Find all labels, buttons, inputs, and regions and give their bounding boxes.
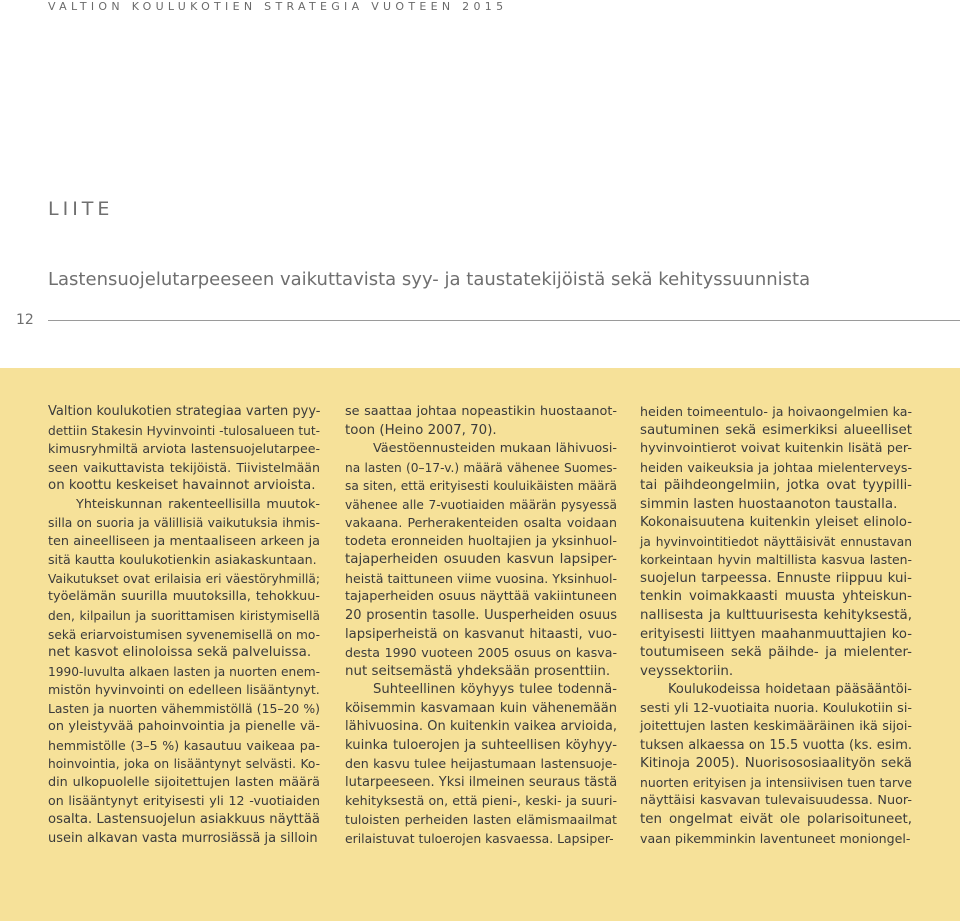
- text-line: työelämän suurilla muutoksilla, tehokkuu-: [48, 589, 320, 605]
- text-line: tuksen alkaessa on 15.5 vuotta (ks. esim.: [640, 737, 912, 753]
- text-line: Suhteellinen köyhyys tulee todennä-: [373, 682, 617, 698]
- text-line: toon (Heino 2007, 70).: [345, 422, 497, 438]
- text-line: Kokonaisuutena kuitenkin yleiset elinolo-: [640, 515, 912, 531]
- text-line: veyssektoriin.: [640, 663, 734, 679]
- text-line: nut seitsemästä yhdeksään prosenttiin.: [345, 663, 611, 679]
- text-line: erilaistuvat tuloerojen kasvaessa. Lapsiper-: [345, 830, 614, 846]
- text-line: na lasten (0–17-v.) määrä vähenee Suomes-: [345, 460, 617, 475]
- text-line: simmin lasten huostaanoton taustalla.: [640, 496, 898, 512]
- text-line: kuinka tuloerojen ja suhteellisen köyhyy-: [345, 737, 617, 753]
- text-line: ten ongelmat eivät ole polarisoituneet,: [640, 812, 912, 828]
- text-line: Valtion koulukotien strategiaa varten pyy-: [48, 404, 321, 419]
- text-line: mistön hyvinvointi on edelleen lisääntynyt.: [48, 682, 320, 698]
- text-line: vakaana. Perherakenteiden osalta voidaan: [345, 515, 617, 531]
- text-line: näyttäisi kasvavan tulevaisuudessa. Nuor-: [640, 793, 912, 809]
- running-head: VALTION KOULUKOTIEN STRATEGIA VUOTEEN 2015: [48, 0, 508, 13]
- text-line: lutarpeeseen. Yksi ilmeinen seuraus tästä: [345, 774, 618, 790]
- text-line: usein alkavan vasta murrosiässä ja silloin: [48, 830, 318, 846]
- text-line: on yleistyvää pahoinvointia ja pienelle vä-: [48, 719, 320, 735]
- text-line: on koottu keskeiset havainnot arvioista.: [48, 478, 316, 494]
- text-line: Koulukodeissa hoidetaan pääsääntöi-: [668, 682, 912, 698]
- text-line: ja hyvinvointitiedot näyttäisivät ennustavan: [640, 534, 912, 549]
- text-line: lapsiperheistä on kasvanut hitaasti, vuo-: [345, 626, 617, 642]
- text-line: 20 prosentin tasolle. Uusperheiden osuus: [345, 608, 617, 624]
- text-line: se saattaa johtaa nopeastikin huostaanot-: [345, 404, 617, 419]
- text-line: todeta eronneiden huoltajien ja yksinhuol-: [345, 533, 617, 549]
- text-line: Yhteiskunnan rakenteellisilla muutok-: [76, 496, 320, 512]
- text-line: suojelun tarpeessa. Ennuste riippuu kui-: [640, 570, 912, 586]
- page-title: Lastensuojelutarpeeseen vaikuttavista syy- ja taustatekijöistä sekä kehityssuunnista: [48, 269, 811, 290]
- text-line: erityisesti liittyen maahanmuuttajien ko-: [640, 626, 912, 642]
- text-column-2: [345, 403, 617, 848]
- header-rule: [48, 320, 960, 321]
- text-line: nuorten erityisen ja intensiivisen tuen tarve: [640, 774, 912, 790]
- text-line: seen vaikuttavista tekijöistä. Tiivistelmään: [48, 459, 320, 475]
- text-line: 1990-luvulta alkaen lasten ja nuorten enem-: [48, 664, 320, 679]
- text-line: tai päihdeongelmiin, jotka ovat tyypilli-: [640, 478, 912, 494]
- text-line: hemmistölle (3–5 %) kasautuu vaikeaa pa-: [48, 737, 320, 753]
- text-line: sitä kautta koulukotienkin asiakaskuntaan.: [48, 552, 317, 568]
- text-line: heistä taittuneen viime vuosina. Yksinhuol-: [345, 570, 618, 586]
- text-line: osalta. Lastensuojelun asiakkuus näyttää: [48, 812, 320, 828]
- text-line: korkeintaan hyvin maltillista kasvua lasten-: [640, 552, 912, 568]
- text-line: heiden vaikeuksia ja johtaa mielenterveys-: [640, 459, 912, 475]
- text-line: sa siten, että erityisesti kouluikäisten määrä: [345, 479, 617, 494]
- text-line: sesti yli 12-vuotiaita nuoria. Koulukotiin si-: [640, 700, 912, 716]
- text-line: heiden toimeentulo- ja hoivaongelmien ka-: [640, 404, 912, 419]
- text-line: tajaperheiden osuus näyttää vakiintuneen: [345, 589, 617, 605]
- text-line: vaan pikemminkin laventuneet moniongel-: [640, 830, 911, 846]
- text-line: sekä eriarvoistumisen syvenemisellä on mo-: [48, 627, 320, 642]
- text-line: vähenee alle 7-vuotiaiden määrän pysyessä: [345, 497, 617, 512]
- section-label: LIITE: [48, 198, 114, 220]
- text-line: Väestöennusteiden mukaan lähivuosi-: [373, 441, 617, 457]
- text-line: nallisesta ja kulttuurisesta kehityksestä,: [640, 608, 912, 624]
- text-line: Lasten ja nuorten vähemmistöllä (15–20 %): [48, 700, 320, 716]
- text-line: tajaperheiden osuuden kasvun lapsiper-: [345, 552, 617, 568]
- text-line: hyvinvointierot voivat kuitenkin lisätä per-: [640, 441, 912, 457]
- page-number: 12: [16, 312, 34, 328]
- text-line: tuloisten perheiden lasten elämismaailmat: [345, 812, 617, 828]
- text-line: tenkin voimakkaasti muusta yhteiskun-: [640, 589, 912, 605]
- text-line: sautuminen sekä esimerkiksi alueelliset: [640, 422, 912, 438]
- text-line: lähivuosina. On kuitenkin vaikea arvioida,: [345, 719, 617, 735]
- text-line: silla on suoria ja välillisiä vaikutuksia ihmis-: [48, 515, 320, 531]
- text-line: din ulkopuolelle sijoitettujen lasten määrä: [48, 774, 320, 790]
- text-column-3: [640, 403, 912, 848]
- text-line: kimusryhmiltä arviota lastensuojelutarpee-: [48, 441, 320, 457]
- text-line: desta 1990 vuoteen 2005 osuus on kasva-: [345, 645, 617, 661]
- text-line: toutumiseen sekä päihde- ja mielenter-: [640, 645, 912, 661]
- text-line: kehityksestä on, että pieni-, keski- ja suuri-: [345, 793, 617, 809]
- text-line: joitettujen lasten keskimääräinen ikä sijoi-: [640, 719, 912, 735]
- text-line: Kitinoja 2005). Nuorisososiaalityön sekä: [640, 756, 912, 772]
- text-line: ten aineelliseen ja mentaaliseen arkeen ja: [48, 533, 320, 549]
- text-line: hoinvointia, joka on lisääntynyt selvästi. Ko-: [48, 757, 320, 772]
- text-line: den kasvu tulee heijastumaan lastensuoje-: [345, 756, 617, 772]
- text-line: dettiin Stakesin Hyvinvointi -tulosalueen tut-: [48, 423, 321, 438]
- text-line: Vaikutukset ovat erilaisia eri väestöryhmillä;: [48, 571, 320, 586]
- text-line: köisemmin kasvamaan kuin vähenemään: [345, 700, 617, 716]
- text-line: net kasvot elinoloissa sekä palveluissa.: [48, 645, 312, 661]
- text-line: den, kilpailun ja suorittamisen kiristymisellä: [48, 609, 320, 624]
- text-line: on lisääntynyt erityisesti yli 12 -vuotiaiden: [48, 793, 320, 809]
- text-column-1: [48, 403, 320, 848]
